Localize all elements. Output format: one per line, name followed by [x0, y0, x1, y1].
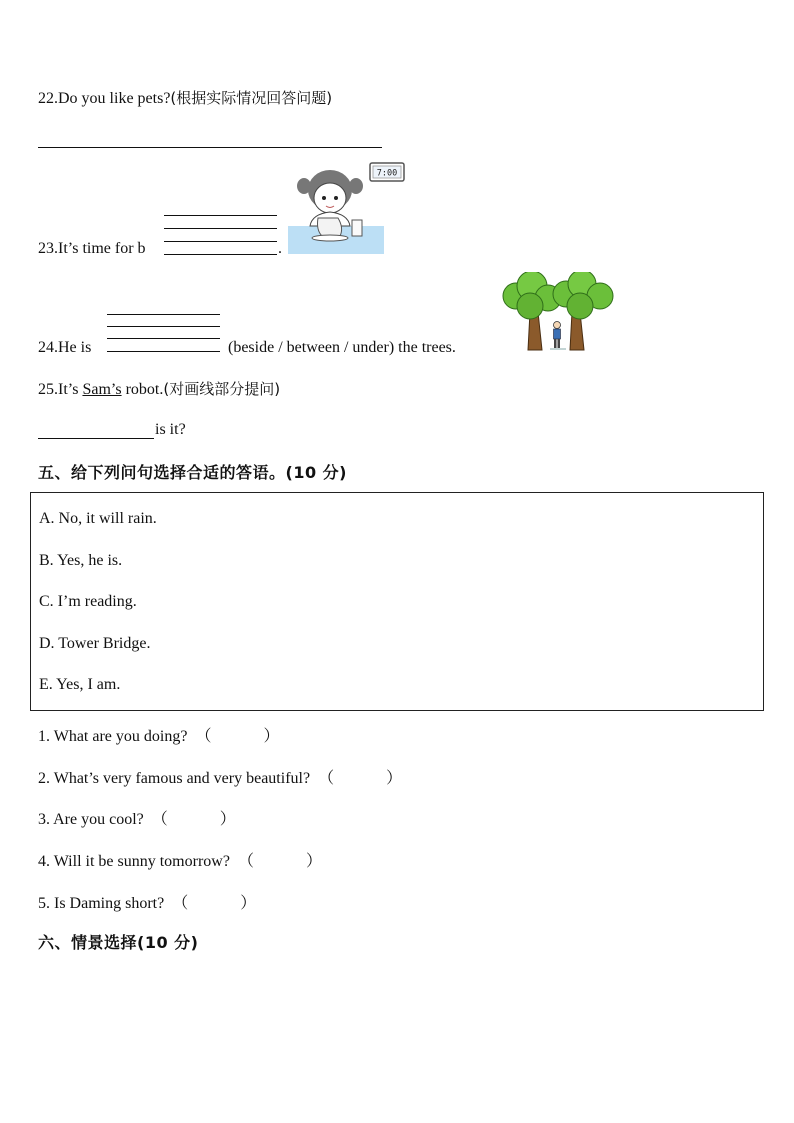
letter-line-24-2 — [107, 326, 220, 327]
question-24-prefix: 24.He is — [38, 339, 92, 356]
answer-bracket-close: ） — [305, 853, 322, 870]
question-22-text: 22.Do you like pets? — [38, 90, 171, 107]
letter-line-23-2 — [164, 228, 277, 229]
match-question-1 — [38, 723, 279, 746]
question-25-note: (对画线部分提问) — [163, 380, 281, 398]
letter-line-24-3 — [107, 338, 220, 339]
option-c: C. I’m reading. — [39, 593, 137, 610]
question-25-answer-suffix: is it? — [155, 421, 186, 438]
option-b: B. Yes, he is. — [39, 552, 123, 569]
answer-bracket-close: ） — [219, 811, 236, 828]
trees-icon — [500, 272, 618, 354]
letter-line-23-4[interactable] — [164, 254, 277, 255]
match-question-2 — [38, 765, 402, 788]
question-25-prefix: 25.It’s — [38, 381, 83, 398]
answer-line-25[interactable] — [38, 438, 154, 439]
match-question-1-text: 1. What are you doing? — [38, 728, 188, 745]
match-question-2-text: 2. What’s very famous and very beautiful? — [38, 770, 311, 787]
question-24-options: (beside / between / under) the trees. — [228, 339, 456, 356]
match-question-4-text: 4. Will it be sunny tomorrow? — [38, 853, 230, 870]
match-question-3-text: 3. Are you cool? — [38, 811, 144, 828]
options-box — [30, 492, 764, 711]
match-question-3 — [38, 806, 236, 829]
letter-line-23-3 — [164, 241, 277, 242]
option-e: E. Yes, I am. — [39, 676, 121, 693]
answer-bracket-close: ） — [386, 770, 403, 787]
question-23-suffix: . — [278, 240, 282, 257]
option-a: A. No, it will rain. — [39, 510, 157, 527]
answer-line-22[interactable] — [38, 147, 382, 148]
answer-bracket-close: ） — [263, 728, 280, 745]
option-d: D. Tower Bridge. — [39, 635, 151, 652]
answer-bracket-open[interactable]: （ — [195, 728, 212, 745]
answer-bracket-open[interactable]: （ — [172, 895, 189, 912]
girl-breakfast-icon — [288, 160, 408, 256]
letter-line-24-1 — [107, 314, 220, 315]
section-5-title: 五、给下列问句选择合适的答语。(10 分) — [38, 463, 347, 482]
question-25 — [38, 378, 280, 399]
section-6-title: 六、情景选择(10 分) — [38, 933, 199, 952]
clock-time: 7:00 — [376, 168, 398, 179]
match-question-4 — [38, 848, 322, 871]
letter-line-24-4[interactable] — [107, 351, 220, 352]
answer-bracket-open[interactable]: （ — [318, 770, 335, 787]
match-question-5-text: 5. Is Daming short? — [38, 895, 165, 912]
letter-line-23-1 — [164, 215, 277, 216]
match-question-5 — [38, 890, 256, 913]
question-22-note: (根据实际情况回答问题) — [170, 89, 333, 107]
question-25-suffix: robot. — [121, 381, 164, 398]
answer-bracket-open[interactable]: （ — [151, 811, 168, 828]
question-23-prefix: 23.It’s time for b — [38, 240, 146, 257]
question-25-underlined: Sam’s — [82, 381, 122, 398]
answer-bracket-close: ） — [240, 895, 257, 912]
question-22 — [38, 87, 332, 108]
answer-bracket-open[interactable]: （ — [237, 853, 254, 870]
question-23 — [38, 240, 146, 258]
